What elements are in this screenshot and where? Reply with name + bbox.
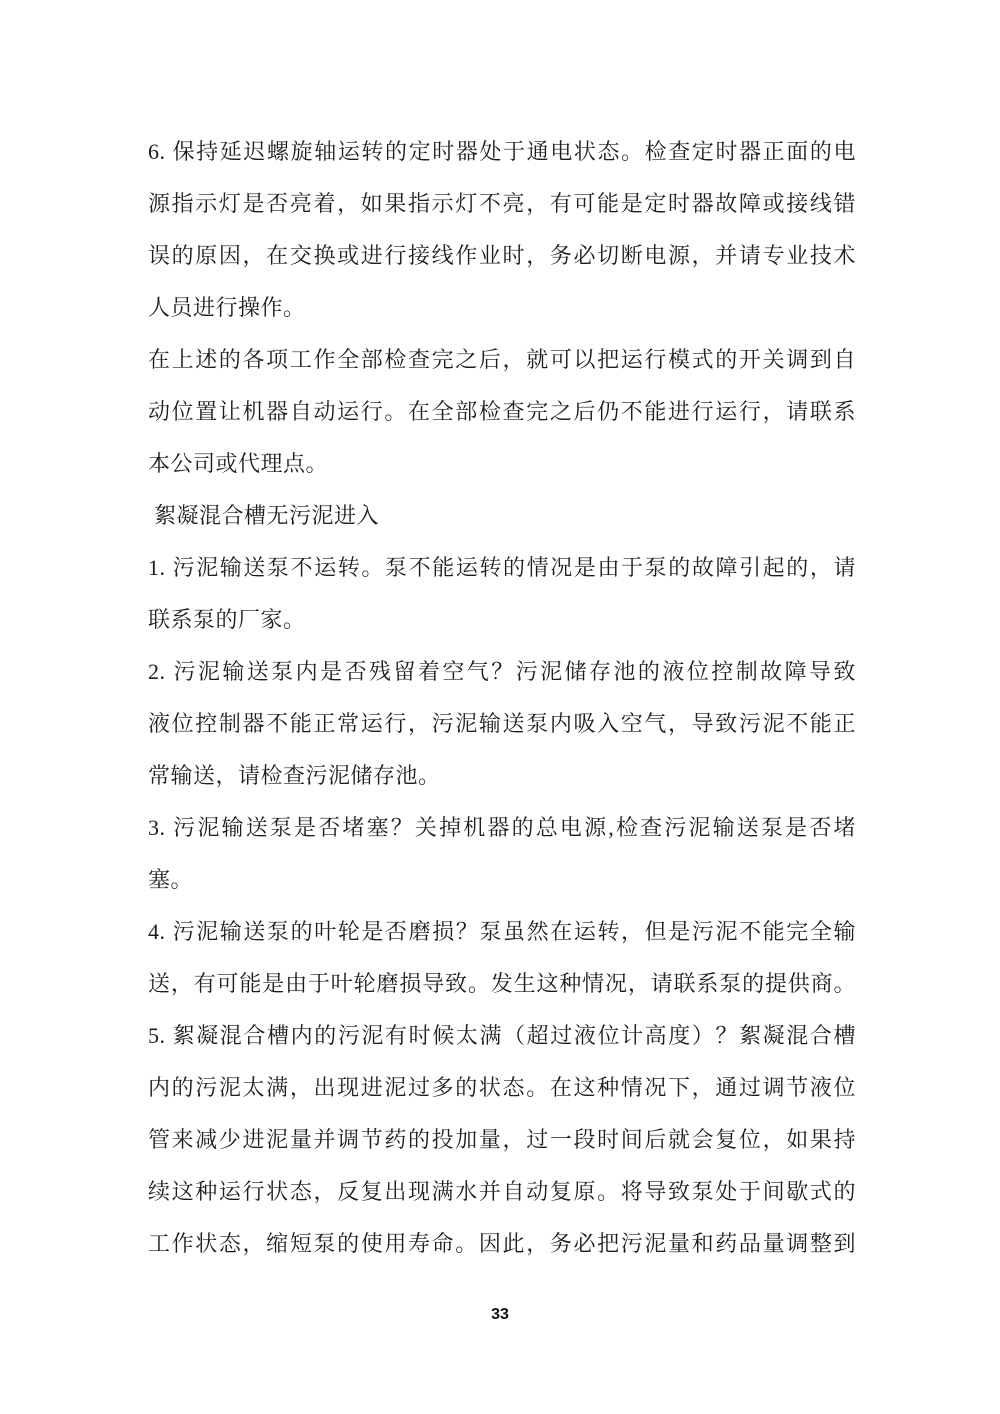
text-line: 液位控制器不能正常运行，污泥输送泵内吸入空气，导致污泥不能正: [148, 711, 856, 736]
text-line: 在上述的各项工作全部检查完之后，就可以把运行模式的开关调到自: [148, 347, 856, 372]
text-line: 絮凝混合槽无污泥进入: [154, 503, 380, 528]
text-line: 送，有可能是由于叶轮磨损导致。发生这种情况，请联系泵的提供商。: [148, 971, 856, 996]
text-line: 3. 污泥输送泵是否堵塞？关掉机器的总电源,检查污泥输送泵是否堵: [148, 815, 856, 840]
text-line: 1. 污泥输送泵不运转。泵不能运转的情况是由于泵的故障引起的，请: [148, 555, 856, 580]
text-line: 4. 污泥输送泵的叶轮是否磨损？泵虽然在运转，但是污泥不能完全输: [148, 919, 856, 944]
text-line: 工作状态，缩短泵的使用寿命。因此，务必把污泥量和药品量调整到: [148, 1231, 856, 1256]
text-line: 续这种运行状态，反复出现满水并自动复原。将导致泵处于间歇式的: [148, 1179, 856, 1204]
text-line: 人员进行操作。: [148, 295, 306, 320]
text-line: 2. 污泥输送泵内是否残留着空气？污泥储存池的液位控制故障导致: [148, 659, 856, 684]
text-line: 常输送，请检查污泥储存池。: [148, 763, 441, 788]
page-number: 33: [491, 1306, 509, 1323]
text-line: 联系泵的厂家。: [148, 607, 306, 632]
text-line: 本公司或代理点。: [148, 451, 329, 476]
document-lines: [148, 126, 856, 1270]
text-line: 6. 保持延迟螺旋轴运转的定时器处于通电状态。检查定时器正面的电: [148, 139, 856, 164]
text-line: 误的原因，在交换或进行接线作业时，务必切断电源，并请专业技术: [148, 243, 856, 268]
text-line: 塞。: [148, 867, 194, 892]
text-line: 管来减少进泥量并调节药的投加量，过一段时间后就会复位，如果持: [148, 1127, 856, 1152]
text-line: 源指示灯是否亮着，如果指示灯不亮，有可能是定时器故障或接线错: [148, 191, 856, 216]
text-line: 5. 絮凝混合槽内的污泥有时候太满（超过液位计高度）？絮凝混合槽: [148, 1023, 856, 1048]
text-line: 动位置让机器自动运行。在全部检查完之后仍不能进行运行，请联系: [148, 399, 856, 424]
text-line: 内的污泥太满，出现进泥过多的状态。在这种情况下，通过调节液位: [148, 1075, 856, 1100]
